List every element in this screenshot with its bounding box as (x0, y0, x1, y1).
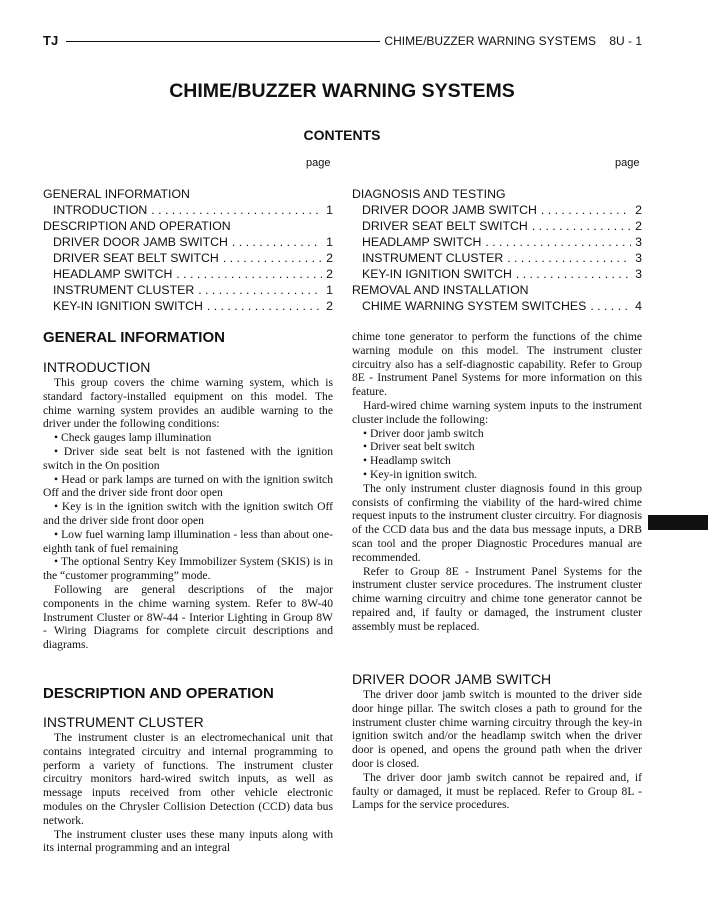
page-column-label: page (615, 157, 640, 169)
toc-entry-page: 4 (635, 299, 642, 313)
section-thumb-tab (648, 515, 708, 530)
toc-entry-label: CHIME WARNING SYSTEM SWITCHES (362, 299, 587, 313)
right-column-door (352, 671, 642, 812)
toc-entry-page: 1 (326, 235, 333, 249)
dot-leader (541, 202, 631, 218)
header-rule (66, 41, 380, 42)
toc-entry[interactable] (352, 266, 642, 282)
paragraph: The driver door jamb switch cannot be repaired and, if faulty or damaged, it must be replaced. Refer to Group 8L - Lamps for the service procedures. (352, 770, 642, 812)
toc-entry-page: 1 (326, 203, 333, 217)
toc-entry[interactable] (352, 218, 642, 234)
paragraph: Refer to Group 8E - Instrument Panel Systems for the instrument cluster service procedures. The instrument cluster chime warning circuitry and chime tone generator cannot be repaired and, if faulty or damaged, the instrument cluster assembly must be replaced. (352, 564, 642, 633)
toc-group-heading: REMOVAL AND INSTALLATION (352, 283, 529, 297)
right-column (352, 330, 642, 634)
toc-entry[interactable] (43, 298, 333, 314)
dot-leader (198, 282, 322, 298)
dot-leader (516, 266, 631, 282)
bullet: • Key-in ignition switch. (363, 467, 478, 481)
toc-entry-label: DRIVER DOOR JAMB SWITCH (362, 203, 537, 217)
toc-entry[interactable] (43, 250, 333, 266)
subsection-heading: DRIVER DOOR JAMB SWITCH (352, 671, 552, 687)
toc-entry-label: INSTRUMENT CLUSTER (53, 283, 195, 297)
toc-entry-page: 3 (635, 267, 642, 281)
toc-entry[interactable] (352, 298, 642, 314)
toc-entry[interactable] (43, 202, 333, 218)
paragraph: The only instrument cluster diagnosis found in this group consists of confirming the viability of the hard-wired chime request inputs to the instrument cluster circuitry. For diagnosis of the CCD data bus and the data bus message inputs, a DRB scan tool and the proper Diagnostic Procedures manual are recommended. (352, 481, 643, 564)
toc-entry-page: 2 (635, 203, 642, 217)
dot-leader (223, 250, 322, 266)
paragraph: chime tone generator to perform the functions of the chime warning module on this model. The instrument cluster circuitry also has a self-diagnostic capability. Refer to Group 8E - Instrument Panel Systems for more information on this feature. (352, 330, 642, 399)
toc-entry-page: 2 (326, 267, 333, 281)
dot-leader (176, 266, 322, 282)
toc-entry[interactable] (352, 234, 642, 250)
bullet: • Head or park lamps are turned on with the ignition switch Off and the driver side front door open (43, 472, 333, 500)
section-heading: GENERAL INFORMATION (43, 329, 225, 346)
toc-entry-label: INSTRUMENT CLUSTER (362, 251, 504, 265)
toc-right (352, 186, 642, 314)
page-column-label: page (306, 157, 331, 169)
toc-entry[interactable] (43, 234, 333, 250)
bullet: • Headlamp switch (363, 454, 451, 468)
dot-leader (151, 202, 322, 218)
subsection-heading: INTRODUCTION (43, 359, 151, 375)
page-title: CHIME/BUZZER WARNING SYSTEMS (169, 80, 515, 102)
left-column-cluster (43, 714, 333, 855)
dot-leader (507, 250, 631, 266)
bullet: • Driver side seat belt is not fastened with the ignition switch in the On position (43, 444, 333, 472)
bullet: • Low fuel warning lamp illumination - less than about one-eighth tank of fuel remaining (43, 527, 333, 555)
bullet: • Driver door jamb switch (363, 426, 484, 440)
toc-entry[interactable] (352, 202, 642, 218)
toc-entry-page: 2 (326, 251, 333, 265)
bullet: • The optional Sentry Key Immobilizer System (SKIS) is in the “customer programming” mode. (43, 555, 333, 583)
toc-left (43, 186, 333, 314)
toc-entry-label: DRIVER SEAT BELT SWITCH (53, 251, 219, 265)
paragraph: The instrument cluster is an electromechanical unit that contains integrated circuitry and internal programming to perform a variety of functions. The instrument cluster circuitry monitors hard-wired switch inputs, as well as message inputs received from other vehicle electronic modules on the Chrysler Collision Detection (CCD) data bus network. (43, 731, 333, 827)
paragraph: This group covers the chime warning system, which is standard factory-installed equipment on this model. The chime warning system provides an audible warning to the driver under the following conditions: (43, 376, 333, 431)
header-model: TJ (43, 33, 59, 48)
toc-entry-label: DRIVER DOOR JAMB SWITCH (53, 235, 228, 249)
dot-leader (485, 234, 631, 250)
toc-entry-label: INTRODUCTION (53, 203, 148, 217)
toc-entry-label: DRIVER SEAT BELT SWITCH (362, 219, 528, 233)
paragraph: The instrument cluster uses these many inputs along with its internal programming and an integral (43, 827, 333, 855)
toc-entry-page: 3 (635, 235, 642, 249)
dot-leader (207, 298, 322, 314)
left-column-intro (43, 359, 333, 652)
toc-entry-label: KEY-IN IGNITION SWITCH (362, 267, 512, 281)
paragraph: The driver door jamb switch is mounted to the driver side door hinge pillar. The switch closes a path to ground for the instrument cluster chime warning circuitry through the key-in ignition switch and/or the headlamp switch when the driver door is opened, and opens the ground path when the driver door is closed. (352, 688, 642, 770)
toc-entry[interactable] (43, 282, 333, 298)
bullet: • Key is in the ignition switch with the ignition switch Off and the driver side front door open (43, 500, 333, 527)
toc-entry-page: 1 (326, 283, 333, 297)
toc-entry-label: KEY-IN IGNITION SWITCH (53, 299, 203, 313)
paragraph: Hard-wired chime warning system inputs to the instrument cluster include the following: (352, 398, 642, 426)
subsection-heading: INSTRUMENT CLUSTER (43, 714, 204, 730)
toc-entry-label: HEADLAMP SWITCH (362, 235, 482, 249)
dot-leader (232, 234, 322, 250)
toc-group-heading: GENERAL INFORMATION (43, 187, 190, 201)
header-section-page: CHIME/BUZZER WARNING SYSTEMS 8U - 1 (384, 34, 642, 48)
bullet: • Check gauges lamp illumination (54, 431, 212, 445)
dot-leader (590, 298, 631, 314)
toc-entry-label: HEADLAMP SWITCH (53, 267, 173, 281)
toc-group-heading: DIAGNOSIS AND TESTING (352, 187, 506, 201)
section-heading: DESCRIPTION AND OPERATION (43, 685, 274, 702)
toc-group-heading: DESCRIPTION AND OPERATION (43, 219, 231, 233)
contents-heading: CONTENTS (303, 127, 381, 143)
toc-entry-page: 2 (635, 219, 642, 233)
toc-entry[interactable] (352, 250, 642, 266)
bullet: • Driver seat belt switch (363, 440, 475, 454)
toc-entry[interactable] (43, 266, 333, 282)
toc-entry-page: 2 (326, 299, 333, 313)
toc-entry-page: 3 (635, 251, 642, 265)
paragraph: Following are general descriptions of the major components in the chime warning system. Refer to 8W-40 Instrument Cluster or 8W-44 - Interior Lighting in Group 8W - Wiring Diagrams for complete circuit descriptions and diagrams. (43, 582, 333, 652)
dot-leader (532, 218, 631, 234)
